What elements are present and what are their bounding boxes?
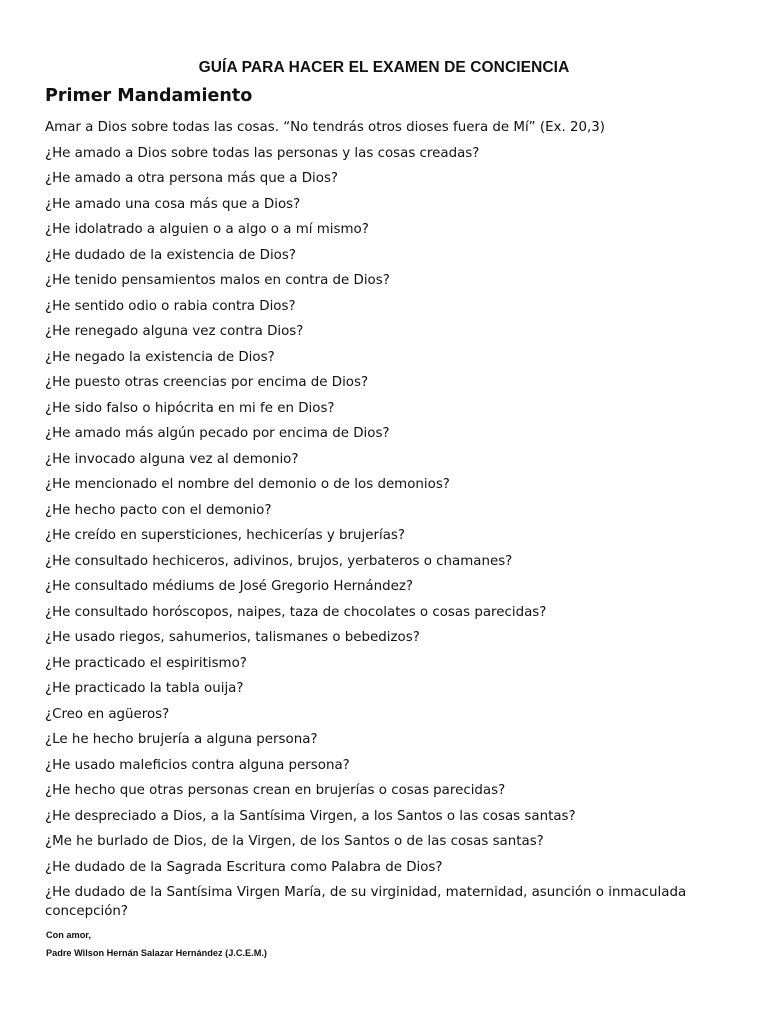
question-line: ¿He sido falso o hipócrita en mi fe en Dios? xyxy=(45,400,335,416)
question-line: ¿He amado a otra persona más que a Dios? xyxy=(45,171,339,186)
question-line: ¿He usado maleficios contra alguna persona? xyxy=(45,757,350,773)
question-line: ¿Creo en agüeros? xyxy=(45,706,170,722)
question-line: ¿He practicado el espiritismo? xyxy=(45,655,247,671)
question-line: ¿He idolatrado a alguien o a algo o a mí mismo? xyxy=(45,222,369,237)
question-line: ¿Le he hecho brujería a alguna persona? xyxy=(45,732,318,747)
document-title: GUÍA PARA HACER EL EXAMEN DE CONCIENCIA xyxy=(198,59,570,76)
question-list xyxy=(45,115,735,921)
question-line: ¿He consultado horóscopos, naipes, taza de chocolates o cosas parecidas? xyxy=(45,604,547,620)
question-line: ¿He puesto otras creencias por encima de Dios? xyxy=(45,375,369,390)
question-line: ¿He dudado de la Santísima Virgen María, de su virginidad, maternidad, asunción o inmaculada concepción? xyxy=(45,885,687,919)
signature-greeting: Con amor, xyxy=(46,930,91,940)
question-line: ¿He hecho que otras personas crean en brujerías o cosas parecidas? xyxy=(45,783,506,798)
question-line: ¿Me he burlado de Dios, de la Virgen, de los Santos o de las cosas santas? xyxy=(45,834,544,849)
question-line: ¿He sentido odio o rabia contra Dios? xyxy=(45,298,296,314)
question-line: ¿He consultado hechiceros, adivinos, brujos, yerbateros o chamanes? xyxy=(45,553,513,569)
signature-name: Padre Wilson Hernán Salazar Hernández (J.C.E.M.) xyxy=(46,948,267,958)
question-line: ¿He amado a Dios sobre todas las personas y las cosas creadas? xyxy=(45,145,480,161)
question-line: ¿He despreciado a Dios, a la Santísima Virgen, a los Santos o las cosas santas? xyxy=(45,808,576,824)
signature-block xyxy=(46,930,267,958)
question-line: ¿He dudado de la existencia de Dios? xyxy=(45,247,296,263)
question-line: ¿He amado una cosa más que a Dios? xyxy=(45,196,301,212)
question-line: ¿He tenido pensamientos malos en contra de Dios? xyxy=(45,273,390,288)
question-line: ¿He invocado alguna vez al demonio? xyxy=(45,451,299,467)
question-line: ¿He hecho pacto con el demonio? xyxy=(45,502,272,518)
question-line: ¿He amado más algún pecado por encima de Dios? xyxy=(45,426,390,441)
question-line: ¿He dudado de la Sagrada Escritura como Palabra de Dios? xyxy=(45,859,443,875)
commandment-statement: Amar a Dios sobre todas las cosas. “No tendrás otros dioses fuera de Mí” (Ex. 20,3) xyxy=(45,120,606,135)
question-line: ¿He consultado médiums de José Gregorio Hernández? xyxy=(45,579,414,594)
question-line: ¿He creído en supersticiones, hechicerías y brujerías? xyxy=(45,528,405,543)
question-line: ¿He renegado alguna vez contra Dios? xyxy=(45,324,304,339)
question-line: ¿He mencionado el nombre del demonio o de los demonios? xyxy=(45,477,450,492)
question-line: ¿He usado riegos, sahumerios, talismanes o bebedizos? xyxy=(45,630,420,645)
question-line: ¿He practicado la tabla ouija? xyxy=(45,681,244,696)
question-line: ¿He negado la existencia de Dios? xyxy=(45,349,275,365)
section-heading: Primer Mandamiento xyxy=(45,86,253,106)
